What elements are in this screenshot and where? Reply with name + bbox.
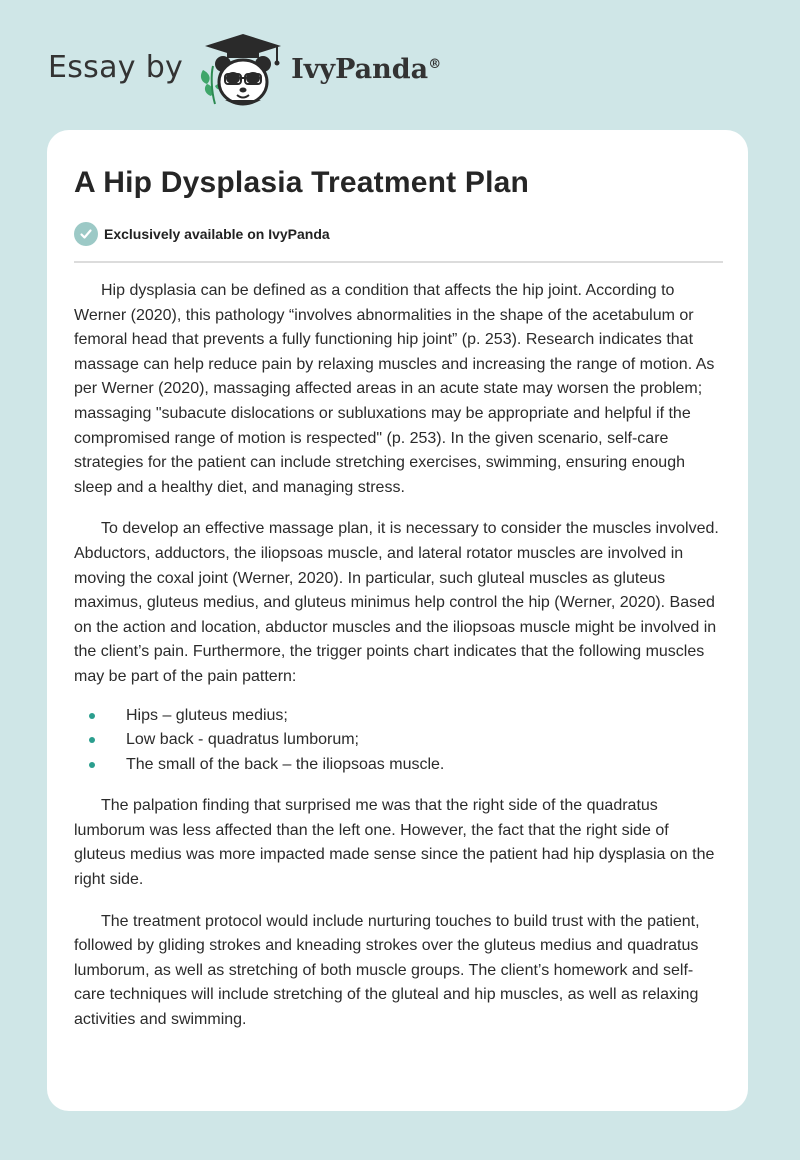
paragraph: Hip dysplasia can be defined as a condition that affects the hip joint. According to Werner (2020), this pathology “involves abnormalities in the shape of the acetabulum or femoral head that prevents a fully functioning hip joint” (p. 253). Research indicates that massage can help reduce pain by relaxing muscles and increasing the range of motion. As per Werner (2020), massaging affected areas in an acute state may worsen the problem; massaging "subacute dislocations or subluxations may be appropriate and helpful if the compromised range of motion is respected" (p. 253). In the given scenario, self-care strategies for the patient can include stretching exercises, swimming, ensuring enough sleep and a healthy diet, and managing stress. [74, 282, 715, 496]
exclusive-badge [74, 222, 330, 246]
panda-logo-icon[interactable] [197, 30, 289, 110]
list-item: Low back - quadratus lumborum; [74, 728, 722, 753]
paragraph: The palpation finding that surprised me was that the right side of the quadratus lumborum was less affected than the left one. However, the fact that the right side of gluteus medius was more impacted made sense since the patient had hip dysplasia on the right side. [74, 797, 715, 889]
list-item: The small of the back – the iliopsoas muscle. [74, 753, 722, 778]
badge-label: Exclusively available on IvyPanda [104, 226, 330, 242]
brand-name[interactable]: IvyPanda® [291, 53, 442, 85]
check-circle-icon [74, 222, 98, 246]
divider [74, 261, 723, 263]
list-item: Hips – gluteus medius; [74, 704, 722, 729]
article-card [47, 130, 748, 1111]
page-title: A Hip Dysplasia Treatment Plan [74, 166, 530, 199]
paragraph: The treatment protocol would include nurturing touches to build trust with the patient, followed by gliding strokes and kneading strokes over the gluteus medius and quadratus lumborum, as well as stretching of both muscle groups. The client’s homework and self-care techniques will include stretching of the gluteal and hip muscles, as well as relaxing activities and swimming. [74, 912, 700, 1029]
article-body [74, 279, 722, 1050]
pain-pattern-list [74, 704, 722, 778]
paragraph: To develop an effective massage plan, it is necessary to consider the muscles involved. Abductors, adductors, the iliopsoas muscle, and lateral rotator muscles are involved in moving the coxal joint (Werner, 2020). In particular, such gluteal muscles as gluteus maximus, gluteus medius, and gluteus minimus help control the hip (Werner, 2020). Based on the action and location, abductor muscles and the iliopsoas muscle might be involved in the client’s pain. Furthermore, the trigger points chart indicates that the following muscles may be part of the pain pattern: [74, 520, 719, 685]
site-header [48, 30, 441, 110]
essay-by-label: Essay by [48, 49, 184, 85]
